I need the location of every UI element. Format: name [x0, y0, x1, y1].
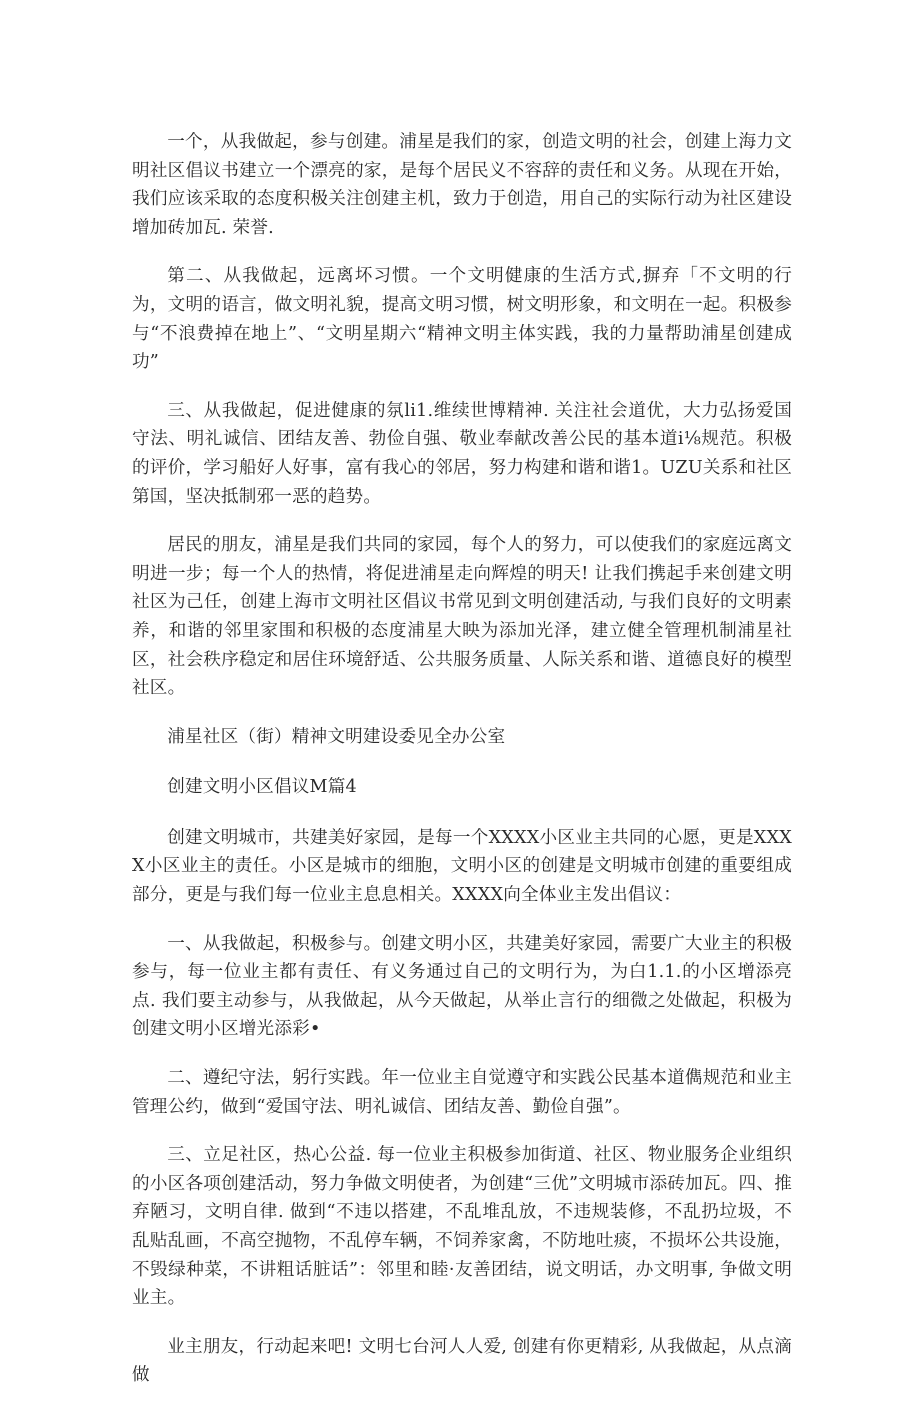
- paragraph-1: 一个，从我做起，参与创建。浦星是我们的家，创造文明的社会，创建上海力文明社区倡议书建立一个漂亮的家，是每个居民义不容辞的责任和义务。从现在开始，我们应该采取的态度积极关注创建主机，致力于创造，用自己的实际行动为社区建设增加砖加瓦. 荣誉.: [132, 132, 792, 238]
- paragraph-4: 居民的朋友，浦星是我们共同的家园，每个人的努力，可以使我们的家庭远离文明进一步；每一个人的热情，将促进浦星走向辉煌的明天! 让我们携起手来创建文明社区为己任，创建上海市文明社区倡议书常见到文明创建活动, 与我们良好的文明素养，和谐的邻里家围和积极的态度浦星大眏为添加光泽，建立健全管理机制浦星社区，社会秩序稳定和居住环境舒适、公共服务质量、人际关系和谐、道德良好的模型社区。: [132, 535, 792, 699]
- paragraph-item-1: 一、从我做起，积极参与。创建文明小区，共建美好家园，需要广大业主的积极参与，每一位业主都有责任、有义务通过自己的文明行为，为白1.1.的小区增添亮点. 我们要主动参与，从我做起，从今天做起，从举止言行的细微之处做起，积极为创建文明小区增光添彩•: [132, 933, 792, 1040]
- paragraph-intro: 创建文明城市，共建美好家园，是每一个XXXX小区业主共同的心愿，更是XXXX小区业主的责任。小区是城市的细胞，文明小区的创建是文明城市创建的重要组成部分，更是与我们每一位业主息息相关。XXXX向全体业主发出倡议：: [132, 827, 792, 906]
- document-body: [132, 128, 792, 1410]
- paragraph-item-2: 二、遵纪守法，躬行实践。年一位业主自觉遵守和实践公民基本道儁规范和业主管理公约，做到“爱国守法、明礼诚信、团结友善、勤俭自强”。: [132, 1068, 792, 1117]
- section-heading: 创建文明小区倡议M篇4: [167, 777, 357, 798]
- paragraph-3: 三、从我做起，促进健康的氛li1.维续世博精神. 关注社会道优，大力弘扬爱国守法、明礼诚信、团结友善、勃俭自强、敬业奉献改善公民的基本道i⅛规范。积极的评价，学习船好人好事，富有我心的邻居，努力构建和谐和谐1。UZU关系和社区第国，坚决抵制邪一恶的趋势。: [132, 400, 792, 507]
- paragraph-2: 第二、从我做起，远离坏习惯。一个文明健康的生活方式,摒弃「不文明的行为，文明的语言，做文明礼貌，提高文明习惯，树文明形象，和文明在一起。积极参与“不浪费掉在地上”、“文明星期六“精神文明主体实践，我的力量帮助浦星创建成功”: [132, 266, 792, 373]
- paragraph-closing: 业主朋友，行动起来吧! 文明七台河人人爱, 创建有你更精彩, 从我做起，从点滴做: [132, 1336, 792, 1386]
- paragraph-item-3: 三、立足社区，热心公益. 每一位业主积极参加街道、社区、物业服务企业组织的小区各项创建活动，努力争做文明使者，为创建“三优”文明城市添砖加瓦。四、推弃陋习，文明自律. 做到“不违以搭建，不乱堆乱放，不违规装修，不乱扔垃圾，不乱贴乱画，不高空抛物，不乱停车辆，不饲养家禽，不防地吐痰，不损坏公共设施，不毁绿种菜，不讲粗话脏话”：邻里和睦·友善团结，说文明话，办文明事, 争做文明业主。: [132, 1145, 792, 1309]
- signature-line: 浦星社区（街）精神文明建设委见全办公室: [167, 726, 506, 747]
